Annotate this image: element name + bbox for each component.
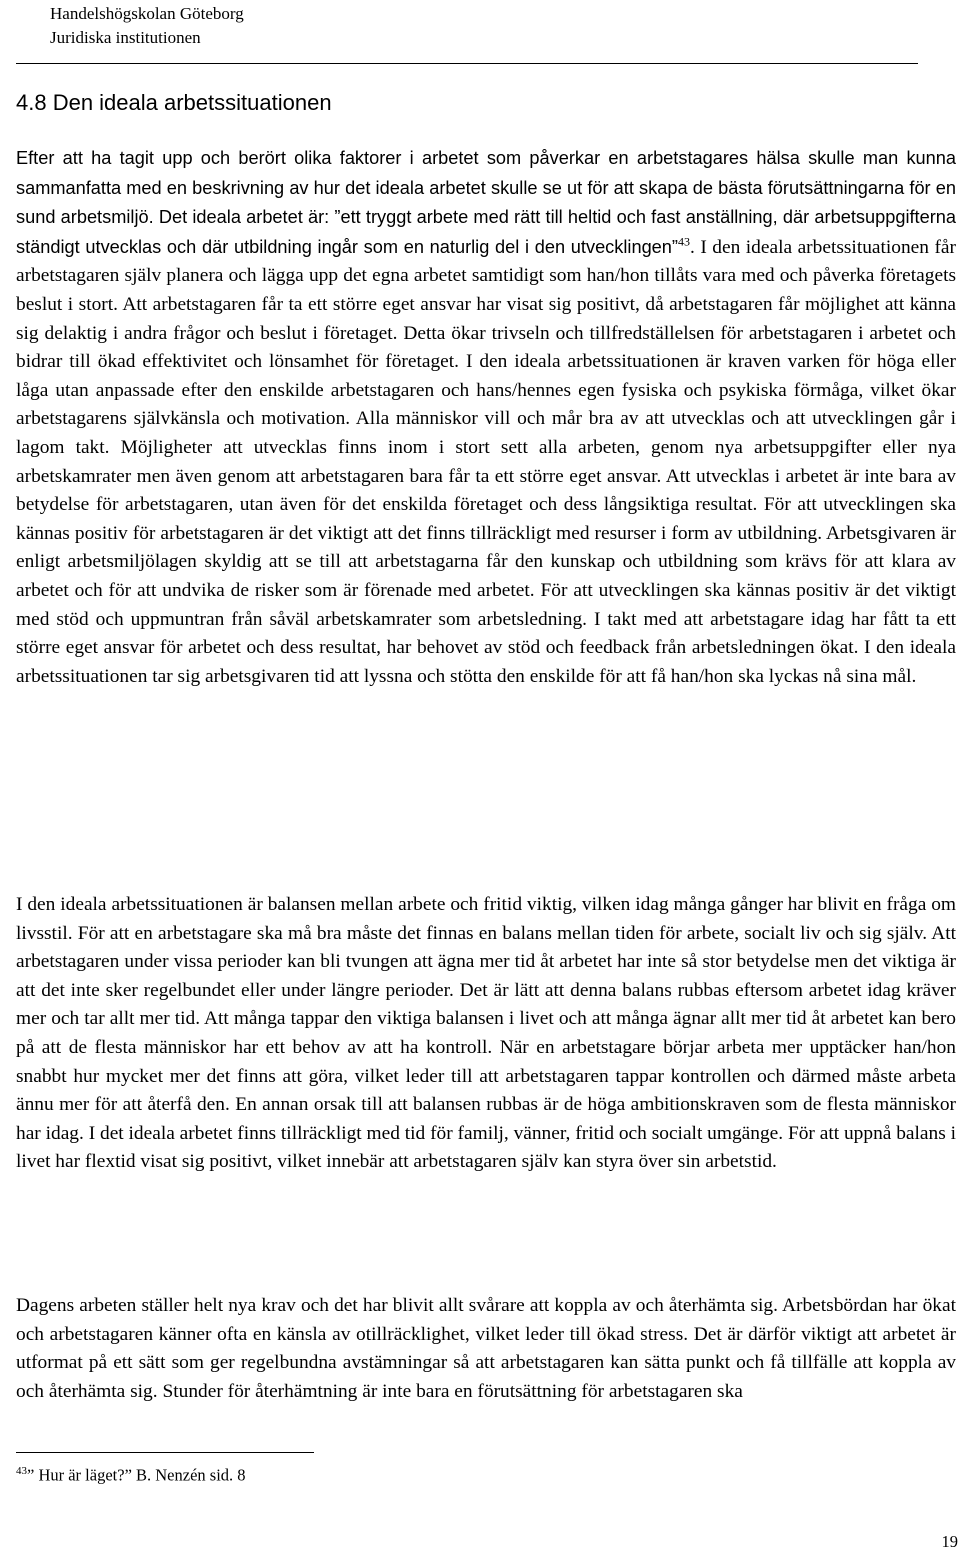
paragraph-ideal-work [16, 144, 956, 691]
header-school: Handelshögskolan Göteborg [50, 4, 244, 23]
header-divider [16, 63, 918, 64]
section-heading: 4.8 Den ideala arbetssituationen [16, 90, 332, 115]
footnote-text: ” Hur är läget?” B. Nenzén sid. 8 [27, 1465, 246, 1485]
paragraph-ideal-work-rest: . I den ideala arbetssituationen får arbetstagaren själv planera och lägga upp det egna arbetet samtidigt som han/hon tillåts vara med och påverka företagets beslut i stort. Att arbetstagaren får ta ett större eget ansvar har visat sig positivt, då arbetstagaren får möjlighet att känna sig delaktig i andra frågor och beslut i företaget. Detta ökar trivseln och tillfredställelsen för arbetstagaren i arbetet och bidrar till ökad effektivitet och lönsamhet för företaget. I den ideala arbetssituationen är kraven varken för höga eller låga utan anpassade efter den enskilde arbetstagaren och hans/hennes egen fysiska och psykiska förmåga, vilket ökar arbetstagarens självkänsla och motivation. Alla människor vill och mår bra av att utvecklas och att utvecklingen går i lagom takt. Möjligheter att utvecklas finns inom i stort sett alla arbeten, genom nya arbetsuppgifter eller nya arbetskamrater men även genom att arbetstagaren bara får ta ett större eget ansvar. Att utvecklas i arbetet är inte bara av betydelse för arbetstagaren, utan även för det enskilda företaget och dess långsiktiga resultat. För att utvecklingen ska kännas positiv för arbetstagaren är det viktigt att det finns tillräckligt med resurser i form av utbildning. Arbetsgivaren är enligt arbetsmiljölagen skyldig att se till att arbetstagarna får den kunskap och utbildning som krävs för att klara av arbetet och för att undvika de risker som är förenade med arbetet. För att utvecklingen ska kännas positiv är det viktigt med stöd och uppmuntran från såväl arbetskamrater som arbetsledning. I takt med att arbetstagare idag har fått ta ett större eget ansvar för arbetet och dess resultat, har behovet av stöd och feedback från arbetsledningen ökat. I den ideala arbetssituationen tar sig arbetsgivaren tid att lyssna och stötta den enskilde för att få han/hon ska lyckas nå sina mål. [16, 236, 956, 687]
footnote-reference: 43 [677, 234, 690, 249]
paragraph-recovery: Dagens arbeten ställer helt nya krav och det har blivit allt svårare att koppla av och återhämta sig. Arbetsbördan har ökat och arbetstagaren känner ofta en känsla av otillräcklighet, vilket leder till ökad stress. Det är därför viktigt att arbetet är utformat på ett sätt som ger regelbundna avstämningar så att arbetstagaren kan sätta punkt och få tillfälle att koppla av och återhämta sig. Stunder för återhämtning är inte bara en förutsättning för arbetstagaren ska [16, 1295, 956, 1402]
page-number: 19 [941, 1532, 958, 1551]
footnote [16, 1459, 246, 1488]
footnote-number: 43 [16, 1465, 27, 1477]
page-header [50, 2, 244, 50]
footnote-divider [16, 1452, 314, 1453]
paragraph-ideal-work-intro: Efter att ha tagit upp och berört olika faktorer i arbetet som påverkar en arbetstagares hälsa skulle man kunna sammanfatta med en beskrivning av hur det ideala arbetet skulle se ut för att skapa de bästa förutsättningarna för en sund arbetsmiljö. Det ideala arbetet är: ”ett tryggt arbete med rätt till heltid och fast anställning, där arbetsuppgifterna ständigt utvecklas och där utbildning ingår som en naturlig del i den utvecklingen” [16, 148, 956, 257]
paragraph-work-life-balance: I den ideala arbetssituationen är balansen mellan arbete och fritid viktig, vilken idag många gånger har blivit en fråga om livsstil. För att en arbetstagare ska må bra måste det finnas en balans mellan tiden för arbete, socialt liv och sig själv. Att arbetstagaren under vissa perioder kan bli tvungen att ägna mer tid åt arbetet har inte så stor betydelse men det viktiga är att det inte sker regelbundet eller under längre perioder. Det är lätt att denna balans rubbas eftersom arbetet idag kräver mer och tar allt mer tid. Att många tappar den viktiga balansen i livet och att många ägnar allt mer tid åt arbetet kan bero på att de flesta människor har ett behov av att ha kontroll. När en arbetstagare börjar arbeta mer upptäcker han/hon snabbt hur mycket mer det finns att göra, vilket leder till att arbetstagaren tappar kontrollen och därmed måste arbeta ännu mer för att återfå den. En annan orsak till att balansen rubbas är de höga ambitionskraven som de flesta människor har idag. I det ideala arbetet finns tillräckligt med tid för familj, vänner, fritid och socialt umgänge. För att uppnå balans i livet har flextid visat sig positivt, vilket innebär att arbetstagaren själv kan styra över sin arbetstid. [16, 894, 956, 1173]
header-department: Juridiska institutionen [50, 28, 201, 47]
